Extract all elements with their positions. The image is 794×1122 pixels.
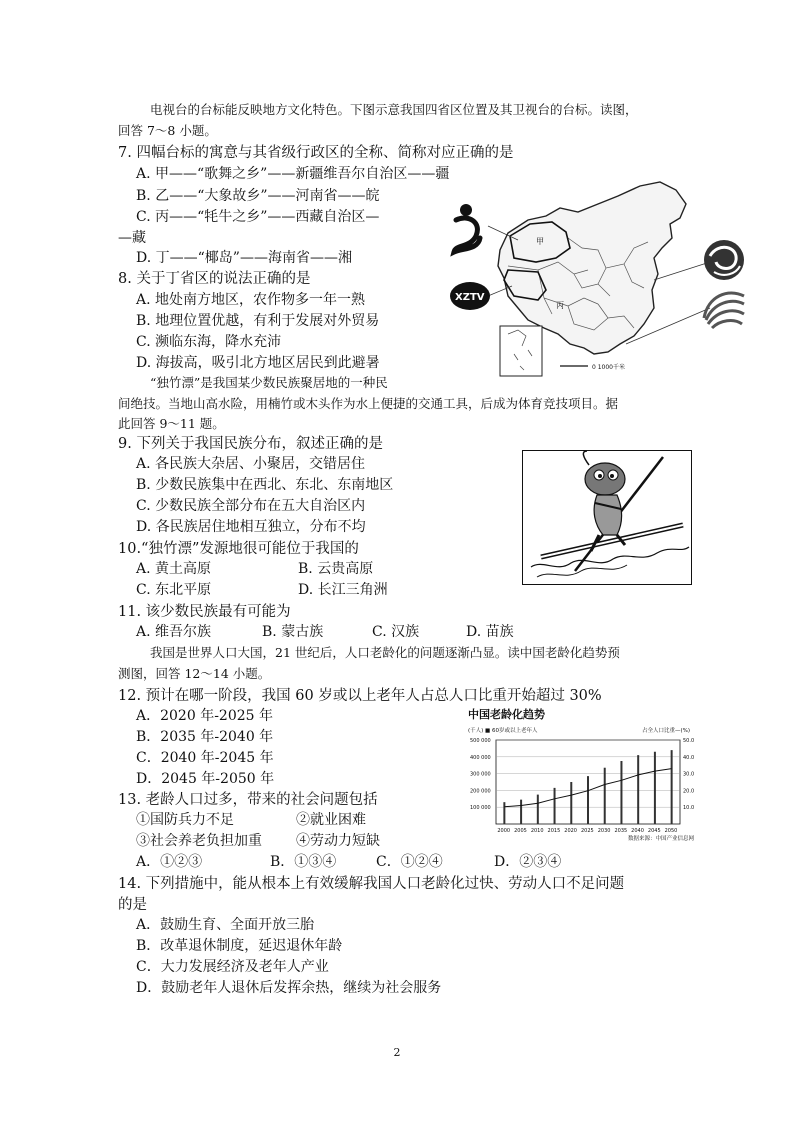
intro-7-8-line2: 回答 7～8 小题。 [118, 123, 217, 138]
intro-9-11-line1: “独竹漂”是我国某少数民族聚居地的一种民 [150, 375, 388, 390]
page-number: 2 [393, 1046, 401, 1059]
chart-left-tick: 500 000 [470, 738, 491, 744]
aging-trend-chart [468, 706, 716, 842]
chart-left-tick: 100 000 [470, 805, 491, 812]
question-10-stem: 10.“独竹漂”发源地很可能位于我国的 [118, 541, 359, 557]
question-7-option-b: B. 乙——“大象故乡”——河南省——皖 [136, 188, 380, 204]
chart-source: 数据来源：中国产业信息网 [628, 836, 695, 842]
logo-xztv-text: XZTV [455, 292, 485, 303]
question-8-option-b: B. 地理位置优越，有利于发展对外贸易 [136, 313, 380, 329]
question-8-stem: 8. 关于丁省区的说法正确的是 [118, 271, 311, 287]
question-9-option-b: B. 少数民族集中在西北、东北、东南地区 [136, 477, 394, 493]
chart-x-tick: 2010 [530, 828, 544, 834]
chart-right-tick: 30.0 [683, 771, 695, 778]
intro-9-11-line3: 此回答 9～11 题。 [118, 416, 225, 431]
chart-right-tick: 20.0 [683, 788, 695, 795]
question-11-option-d: D. 苗族 [466, 624, 514, 640]
question-12-option-d: D．2045 年-2050 年 [136, 771, 275, 787]
map-label-jia: 甲 [536, 237, 544, 246]
question-14-stem-cont: 的是 [118, 897, 147, 913]
question-10-option-a: A. 黄土高原 [136, 561, 212, 577]
question-14-option-a: A．鼓励生育、全面开放三胎 [136, 917, 315, 933]
question-13-option-b: B．①③④ [270, 854, 337, 870]
tv-logo-yi [704, 240, 744, 280]
question-12-stem: 12. 预计在哪一阶段，我国 60 岁或以上老年人占总人口比重开始超过 30% [118, 688, 602, 704]
chart-x-tick: 2005 [514, 828, 527, 834]
chart-x-tick: 2035 [614, 828, 628, 834]
intro-9-11-line2: 间绝技。当地山高水险，用楠竹或木头作为水上便捷的交通工具，后成为体育竞技项目。据 [118, 396, 619, 411]
chart-x-tick: 2040 [631, 828, 644, 834]
chart-x-tick: 2020 [564, 828, 578, 834]
question-9-stem: 9. 下列关于我国民族分布，叙述正确的是 [118, 436, 383, 452]
chart-x-tick: 2050 [664, 828, 678, 834]
question-13-item-2: ②就业困难 [296, 812, 366, 828]
chart-x-tick: 2015 [547, 828, 561, 834]
chart-right-tick: 50.0 [683, 738, 695, 744]
question-9-option-c: C. 少数民族全部分布在五大自治区内 [136, 498, 366, 514]
question-11-stem: 11. 该少数民族最有可能为 [118, 604, 291, 620]
question-14-option-d: D．鼓励老年人退休后发挥余热，继续为社会服务 [136, 980, 442, 996]
question-8-option-a: A. 地处南方地区，农作物多一年一熟 [136, 292, 366, 308]
question-13-stem: 13. 老龄人口过多，带来的社会问题包括 [118, 792, 378, 808]
chart-left-axis-label: (千人) ■ 60岁或以上老年人 [468, 728, 538, 734]
question-14-option-b: B．改革退休制度，延迟退休年龄 [136, 938, 343, 954]
question-9-option-d: D. 各民族居住地相互独立，分布不均 [136, 519, 366, 535]
question-14-option-c: C．大力发展经济及老年人产业 [136, 959, 329, 975]
tv-logo-jia [454, 204, 480, 252]
question-13-option-d: D．②③④ [494, 854, 562, 870]
intro-12-14-line2: 测图，回答 12～14 小题。 [118, 666, 271, 681]
question-9-option-a: A. 各民族大杂居、小聚居，交错居住 [136, 456, 366, 472]
map-scale: 0 1000千米 [592, 364, 625, 371]
intro-12-14-line1: 我国是世界人口大国，21 世纪后，人口老龄化的问题逐渐凸显。读中国老龄化趋势预 [150, 645, 620, 660]
chart-right-axis-label: 占全人口比重—(%) [642, 728, 691, 734]
question-10-option-d: D. 长江三角洲 [298, 582, 388, 598]
question-7-option-a: A. 甲——“歌舞之乡”——新疆维吾尔自治区——疆 [136, 166, 450, 182]
question-13-item-1: ①国防兵力不足 [136, 812, 234, 828]
question-7-option-c-cont: —藏 [118, 230, 146, 246]
chart-right-tick: 10.0 [683, 805, 695, 812]
bamboo-rafting-illustration [522, 450, 692, 585]
question-14-stem: 14. 下列措施中，能从根本上有效缓解我国人口老龄化过快、劳动人口不足问题 [118, 876, 625, 892]
chart-title: 中国老龄化趋势 [468, 708, 545, 721]
question-12-option-b: B．2035 年-2040 年 [136, 729, 274, 745]
chart-x-tick: 2025 [581, 828, 594, 834]
question-10-option-c: C. 东北平原 [136, 582, 212, 598]
question-8-option-c: C. 濒临东海，降水充沛 [136, 334, 282, 350]
china-map-figure [448, 178, 748, 378]
chart-x-tick: 2030 [597, 828, 611, 834]
south-sea-inset [500, 326, 542, 376]
question-13-option-a: A．①②③ [136, 854, 203, 870]
question-10-option-b: B. 云贵高原 [298, 561, 374, 577]
chart-right-tick: 40.0 [683, 754, 695, 761]
chart-x-tick: 2045 [647, 828, 661, 834]
chart-left-tick: 400 000 [470, 754, 491, 761]
map-label-bing: 丙 [556, 301, 564, 310]
tv-logo-ding [704, 293, 744, 328]
question-13-option-c: C．①②④ [376, 854, 443, 870]
chart-x-tick: 2000 [497, 828, 511, 834]
question-7-stem: 7. 四幅台标的寓意与其省级行政区的全称、简称对应正确的是 [118, 145, 514, 161]
chart-left-tick: 200 000 [470, 788, 491, 795]
question-7-option-d: D. 丁——“椰岛”——海南省——湘 [136, 250, 352, 266]
question-12-option-c: C．2040 年-2045 年 [136, 750, 274, 766]
question-13-item-4: ④劳动力短缺 [296, 833, 380, 849]
question-12-option-a: A．2020 年-2025 年 [136, 708, 273, 724]
question-11-option-c: C. 汉族 [372, 624, 420, 640]
tv-logo-bing [450, 282, 490, 310]
question-7-option-c: C. 丙——“牦牛之乡”——西藏自治区— [136, 209, 380, 225]
intro-7-8-line1: 电视台的台标能反映地方文化特色。下图示意我国四省区位置及其卫视台的台标。读图， [150, 102, 638, 117]
chart-left-tick: 300 000 [470, 771, 491, 778]
china-map-svg [448, 178, 748, 378]
question-11-option-b: B. 蒙古族 [262, 624, 324, 640]
aging-chart-svg [468, 706, 716, 842]
question-11-option-a: A. 维吾尔族 [136, 624, 212, 640]
question-8-option-d: D. 海拔高，吸引北方地区居民到此避暑 [136, 355, 380, 371]
question-13-item-3: ③社会养老负担加重 [136, 833, 262, 849]
